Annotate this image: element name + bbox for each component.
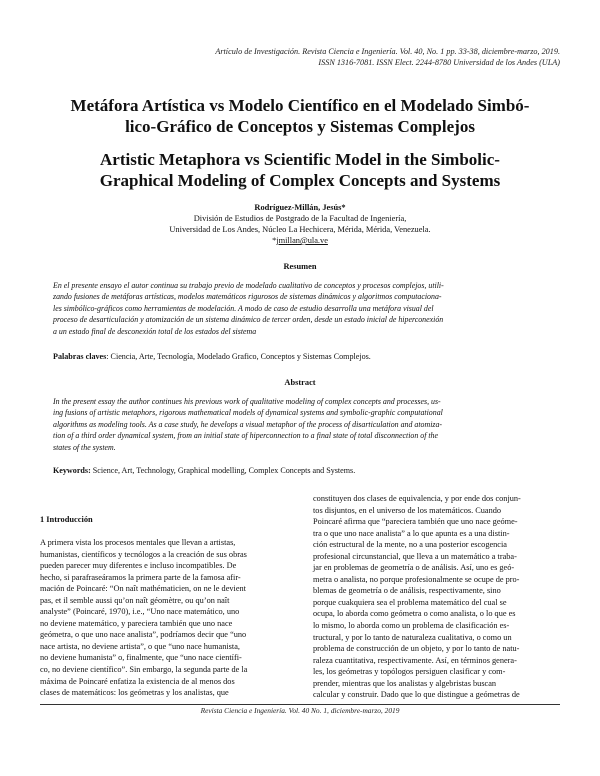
body-line: nace artista, no deviene artista”, o que “uno nace humanista, xyxy=(40,641,240,651)
email-asterisk: * xyxy=(272,236,277,245)
body-line: calcular y construir. Dado que lo que distingue a geómetras de xyxy=(313,690,520,700)
body-line: analyste” (Poincaré, 1970), i.e., “Uno nace matemático, uno xyxy=(40,607,240,617)
abstract-line: In the present essay the author continues his previous work of qualitative modeling of complex concepts and processes, us- xyxy=(53,397,441,406)
keywords-label: Keywords: xyxy=(53,466,91,475)
footer-rule xyxy=(40,704,560,705)
left-column xyxy=(40,537,292,699)
resumen-line: En el presente ensayo el autor continua su trabajo previo de modelado cualitativo de conceptos y procesos complejos, utili- xyxy=(53,281,444,290)
resumen-line: les simbólico-gráficos como herramientas de modelación. A modo de caso de estudio desarrolla una metáfora visual del xyxy=(53,303,434,313)
body-line: tructural, y por lo tanto de naturaleza cualitativa, o como un xyxy=(313,632,512,642)
abstract-line: states of the system. xyxy=(53,442,116,452)
body-line: prender, mientras que los analistas y algebristas buscan xyxy=(313,678,497,688)
body-line: máxima de Poincaré enfatiza la existencia de al menos dos xyxy=(40,676,235,686)
body-line: Poincaré afirma que “pareciera también que uno nace geóme- xyxy=(313,517,518,527)
resumen-line: zando fusiones de metáforas artísticas, modelos matemáticos rigurosos de sistemas dinámicos y algoritmos computaciona- xyxy=(53,292,442,302)
resumen-body xyxy=(53,280,547,337)
body-line: lo mismo, lo aborda como un problema de clasificación es- xyxy=(313,621,510,631)
resumen-heading: Resumen xyxy=(283,262,317,271)
body-line: clases de matemáticos: los geómetras y los analistas, que xyxy=(40,688,229,698)
body-line: pas, et il semble aussi qu’on naît géomètre, ou qu’on naît xyxy=(40,595,230,605)
body-line: profesional circunstancial, que lleva a un matemático a traba- xyxy=(313,551,517,561)
resumen-line: a un estado final de desconexión total de los estados del sistema xyxy=(53,326,257,336)
right-column xyxy=(313,493,561,701)
body-line: humanistas, científicos y tecnólogos a la creación de sus obras xyxy=(40,549,247,559)
body-line: no deviene matemático, y pareciera también que uno nace xyxy=(40,618,233,628)
title-en-line1: Artistic Metaphora vs Scientific Model in the Simbolic- xyxy=(100,150,500,169)
page-footer: Revista Ciencia e Ingeniería. Vol. 40 No. 1, diciembre-marzo, 2019 xyxy=(200,706,400,715)
keywords-text: Science, Art, Technology, Graphical modelling, Complex Concepts and Systems. xyxy=(90,466,356,475)
body-line: porque cuakquiera sea el problema matemático del cual se xyxy=(313,597,507,607)
body-line: mación de Poincaré: “On naît mathématicien, on ne le devient xyxy=(40,584,246,594)
journal-header-line1: Artículo de Investigación. Revista Ciencia e Ingeniería. Vol. 40, No. 1 pp. 33-38, diciembre-marzo, 2019. xyxy=(215,47,560,56)
title-es-line1: Metáfora Artística vs Modelo Científico en el Modelado Simbó- xyxy=(70,96,530,115)
body-line: A primera vista los procesos mentales que llevan a artistas, xyxy=(40,538,236,547)
body-line: les, los geómetras y topólogos persiguen clasificar y com- xyxy=(313,667,506,677)
abstract-line: algorithms as modeling tools. As a case study, he develops a visual metaphor of the process of disarticulation and atomiza- xyxy=(53,419,443,429)
palabras-clave xyxy=(53,351,547,362)
body-line: blemas de geometría o de análisis, respectivamente, sino xyxy=(313,586,501,596)
body-line: metra o analista, no porque profesionalmente se ocupe de pro- xyxy=(313,574,520,584)
abstract-line: tion of a third order dynamical system, from an initial state of hiperconnection to a final state of total disconnection of the xyxy=(53,431,438,441)
body-line: co, no deviene científico”. Sin embargo, la segunda parte de la xyxy=(40,665,248,675)
title-es-line2: lico-Gráfico de Conceptos y Sistemas Complejos xyxy=(125,117,475,136)
body-line: constituyen dos clases de equivalencia, y por ende dos conjun- xyxy=(313,494,521,503)
body-line: problema de construcción de un objeto, y por lo tanto de natu- xyxy=(313,644,520,654)
abstract-line: ing fusions of artistic metaphors, rigorous mathematical models of dynamical systems and symbolic-graphic computational xyxy=(53,408,443,418)
author-affiliation-1: División de Estudios de Postgrado de la Facultad de Ingeniería, xyxy=(193,214,407,223)
abstract-heading: Abstract xyxy=(284,378,316,387)
body-line: tra o que uno nace analista” a lo que apunta es a una distin- xyxy=(313,528,510,538)
section-heading-introduccion: 1 Introducción xyxy=(40,515,93,524)
author-affiliation-2: Universidad de Los Andes, Núcleo La Hechicera, Mérida, Mérida, Venezuela. xyxy=(169,225,431,234)
author-email-line xyxy=(40,235,560,246)
palabras-clave-text: : Ciencia, Arte, Tecnología, Modelado Grafico, Conceptos y Sistemas Complejos. xyxy=(106,352,371,361)
body-line: hecho, si parafraseáramos la primera parte de la famosa afir- xyxy=(40,572,241,582)
body-line: jar en problemas de geometría o de análisis. Así, uno es geó- xyxy=(313,563,515,573)
body-line: raleza cuantitativa, respectivamente. Así, en términos genera- xyxy=(313,655,517,665)
body-line: ocupa, lo aborda como geómetra o como analista, o lo que es xyxy=(313,609,516,619)
abstract-body xyxy=(53,396,547,453)
palabras-clave-label: Palabras claves xyxy=(53,352,107,361)
body-line: pueden parecer muy diferentes e incluso incompatibles. De xyxy=(40,561,237,571)
author-name: Rodríguez-Millán, Jesús* xyxy=(254,203,346,212)
body-line: tos disjuntos, en el universo de los matemáticos. Cuando xyxy=(313,505,502,515)
author-email-link[interactable]: jmillan@ula.ve xyxy=(276,236,328,245)
title-en-line2: Graphical Modeling of Complex Concepts and Systems xyxy=(99,171,501,190)
journal-header-line2: ISSN 1316-7081. ISSN Elect. 2244-8780 Universidad de los Andes (ULA) xyxy=(318,58,560,67)
body-line: ción estructural de la mente, no a una posterior escogencia xyxy=(313,540,507,550)
keywords xyxy=(53,465,547,476)
body-line: geómetra, o que uno nace analista”, podríamos decir que “uno xyxy=(40,630,247,640)
body-line: no deviene humanista” o, finalmente, que “uno nace científi- xyxy=(40,653,242,663)
resumen-line: proceso de desarticulación y atomización de un sistema dinámico de tercer orden, desde un estado inicial de hiperconexión xyxy=(53,315,444,325)
